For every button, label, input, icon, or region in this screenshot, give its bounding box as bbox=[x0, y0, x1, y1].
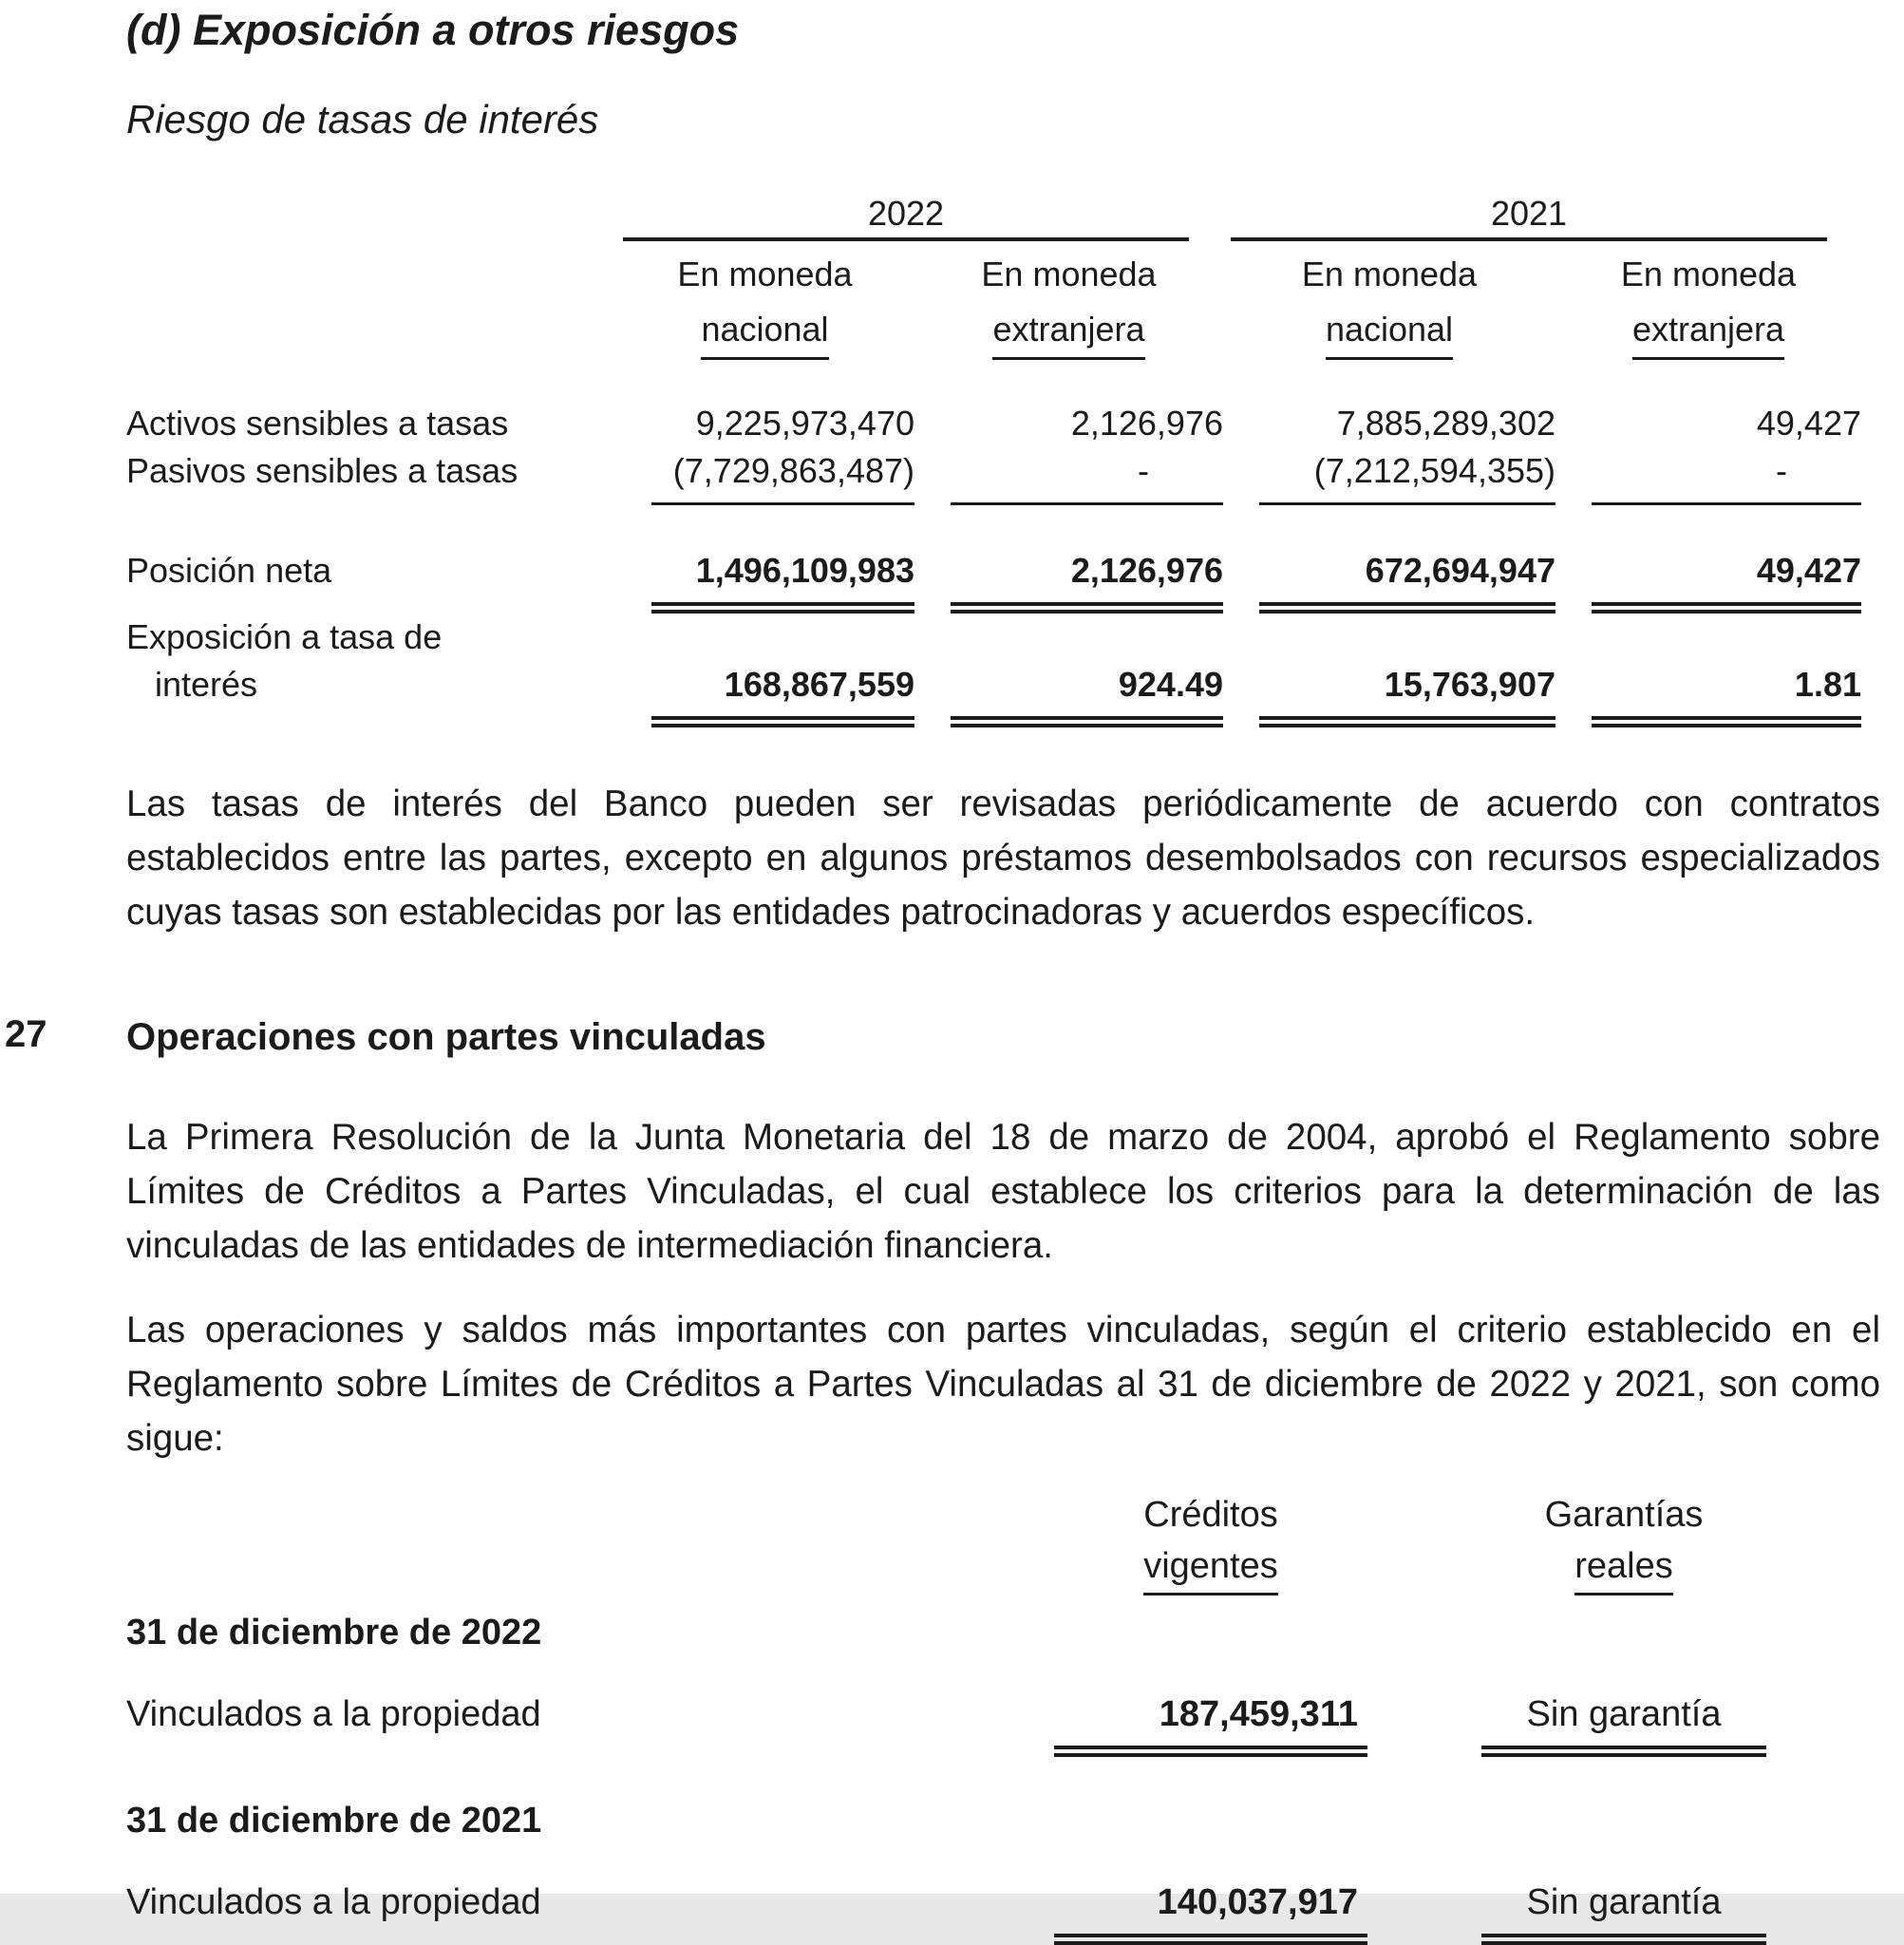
col-header-bottom: extranjera bbox=[1632, 306, 1784, 360]
col-header-bottom: vigentes bbox=[1143, 1543, 1278, 1596]
col-header-2021-nacional bbox=[1223, 241, 1555, 360]
spacer-cell bbox=[1367, 1492, 1481, 1596]
table-spacer bbox=[126, 505, 1861, 547]
paragraph-operaciones-saldos: Las operaciones y saldos más importantes con partes vinculadas, según el criterio establecido en el Reglamento sobre Límites de Créditos a Partes Vinculadas al 31 de diciembre de 2022 y 2021, son como sigue: bbox=[126, 1310, 1880, 1459]
guarantee-cell bbox=[1481, 1690, 1766, 1757]
table-spacer bbox=[126, 360, 1861, 400]
amount-cell bbox=[914, 400, 1223, 447]
guarantee-value: Sin garantía bbox=[1481, 1690, 1766, 1757]
amount-value: - bbox=[1592, 447, 1861, 505]
empty-cell bbox=[1555, 614, 1861, 661]
date-heading-2022: 31 de diciembre de 2022 bbox=[126, 1613, 542, 1652]
row-label-activos: Activos sensibles a tasas bbox=[126, 404, 509, 443]
amount-value: 140,037,917 bbox=[1054, 1879, 1367, 1945]
amount-cell bbox=[1054, 1879, 1367, 1945]
amount-value: 168,867,559 bbox=[651, 661, 914, 727]
amount-cell bbox=[1223, 447, 1555, 505]
page-content bbox=[5, 6, 1880, 1945]
amount-cell bbox=[1555, 661, 1861, 727]
spacer-cell bbox=[126, 241, 615, 360]
amount-cell bbox=[914, 661, 1223, 727]
amount-cell bbox=[1555, 400, 1861, 447]
col-header-bottom: nacional bbox=[1326, 306, 1453, 360]
col-header-bottom: nacional bbox=[701, 306, 828, 360]
date-heading-2021: 31 de diciembre de 2021 bbox=[126, 1801, 542, 1841]
amount-cell bbox=[615, 547, 914, 614]
amount-cell bbox=[1223, 661, 1555, 727]
amount-value: 1,496,109,983 bbox=[651, 547, 914, 614]
amount-value: 924.49 bbox=[951, 661, 1223, 727]
amount-value: (7,729,863,487) bbox=[651, 447, 914, 505]
col-header-top: En moneda bbox=[1301, 255, 1478, 293]
col-header-2022-extranjera bbox=[914, 241, 1223, 360]
year-header-2021: 2021 bbox=[1231, 190, 1827, 241]
amount-cell bbox=[615, 661, 914, 727]
spacer-cell bbox=[126, 1492, 1054, 1596]
section-number: 27 bbox=[5, 1013, 47, 1055]
paragraph-tasas-interes: Las tasas de interés del Banco pueden ser revisadas periódicamente de acuerdo con contratos establecidos entre las partes, excepto en algunos préstamos desembolsados con recursos especializados cuyas tasas son establecidas por las entidades patrocinadoras y acuerdos específicos. bbox=[126, 784, 1880, 933]
amount-value: (7,212,594,355) bbox=[1259, 447, 1555, 505]
amount-value: 2,126,976 bbox=[1070, 404, 1223, 443]
table-spacer bbox=[126, 1656, 1766, 1690]
col-header-bottom: extranjera bbox=[992, 306, 1144, 360]
row-label-exposicion-line1: Exposición a tasa de bbox=[126, 617, 443, 656]
amount-cell bbox=[1555, 547, 1861, 614]
empty-cell bbox=[914, 614, 1223, 661]
heading-exposicion: (d) Exposición a otros riesgos bbox=[126, 6, 740, 54]
amount-cell bbox=[914, 547, 1223, 614]
col-header-top: Créditos bbox=[1143, 1495, 1278, 1535]
subheading-riesgo-tasas: Riesgo de tasas de interés bbox=[126, 97, 599, 142]
row-label-posicion-neta: Posición neta bbox=[126, 551, 332, 590]
amount-value: 672,694,947 bbox=[1259, 547, 1555, 614]
amount-cell bbox=[914, 447, 1223, 505]
col-header-garantias-reales bbox=[1481, 1492, 1766, 1596]
amount-value: 7,885,289,302 bbox=[1336, 404, 1555, 443]
empty-cell bbox=[1367, 1879, 1481, 1945]
guarantee-cell bbox=[1481, 1879, 1766, 1945]
table-spacer bbox=[126, 1844, 1766, 1879]
col-header-bottom: reales bbox=[1574, 1543, 1673, 1596]
col-header-creditos-vigentes bbox=[1054, 1492, 1367, 1596]
section-title: Operaciones con partes vinculadas bbox=[126, 1016, 766, 1058]
paragraph-resolucion: La Primera Resolución de la Junta Monetaria del 18 de marzo de 2004, aprobó el Reglamento sobre Límites de Créditos a Partes Vinculadas, el cual establece los criterios para la determinación de las vinculadas de las entidades de intermediación financiera. bbox=[126, 1117, 1880, 1266]
col-header-top: En moneda bbox=[981, 255, 1157, 293]
amount-value: 187,459,311 bbox=[1054, 1690, 1367, 1757]
amount-cell bbox=[615, 400, 914, 447]
rates-table bbox=[126, 190, 1861, 727]
amount-cell bbox=[1555, 447, 1861, 505]
col-header-top: En moneda bbox=[677, 255, 853, 293]
amount-value: - bbox=[951, 447, 1223, 505]
col-header-2022-nacional bbox=[615, 241, 914, 360]
empty-cell bbox=[1223, 614, 1555, 661]
empty-cell bbox=[615, 614, 914, 661]
amount-cell bbox=[1054, 1690, 1367, 1757]
col-header-2021-extranjera bbox=[1555, 241, 1861, 360]
col-header-top: En moneda bbox=[1620, 255, 1797, 293]
amount-cell bbox=[615, 447, 914, 505]
year-header-2022: 2022 bbox=[623, 190, 1189, 241]
amount-value: 1.81 bbox=[1592, 661, 1861, 727]
amount-value: 49,427 bbox=[1592, 547, 1861, 614]
amount-value: 9,225,973,470 bbox=[695, 404, 914, 443]
row-label-exposicion-line2: interés bbox=[155, 665, 258, 704]
row-label-vinculados-2022: Vinculados a la propiedad bbox=[126, 1694, 541, 1734]
amount-value: 2,126,976 bbox=[951, 547, 1223, 614]
row-label-pasivos: Pasivos sensibles a tasas bbox=[126, 451, 518, 490]
section-heading-27 bbox=[5, 1013, 1880, 1061]
row-label-vinculados-2021: Vinculados a la propiedad bbox=[126, 1882, 541, 1922]
amount-cell bbox=[1223, 400, 1555, 447]
guarantee-value: Sin garantía bbox=[1481, 1879, 1766, 1945]
amount-cell bbox=[1223, 547, 1555, 614]
related-parties-table bbox=[126, 1492, 1766, 1945]
amount-value: 49,427 bbox=[1756, 404, 1861, 443]
amount-value: 15,763,907 bbox=[1259, 661, 1555, 727]
empty-cell bbox=[1367, 1690, 1481, 1757]
spacer-cell bbox=[126, 190, 615, 241]
col-header-top: Garantías bbox=[1544, 1495, 1704, 1535]
